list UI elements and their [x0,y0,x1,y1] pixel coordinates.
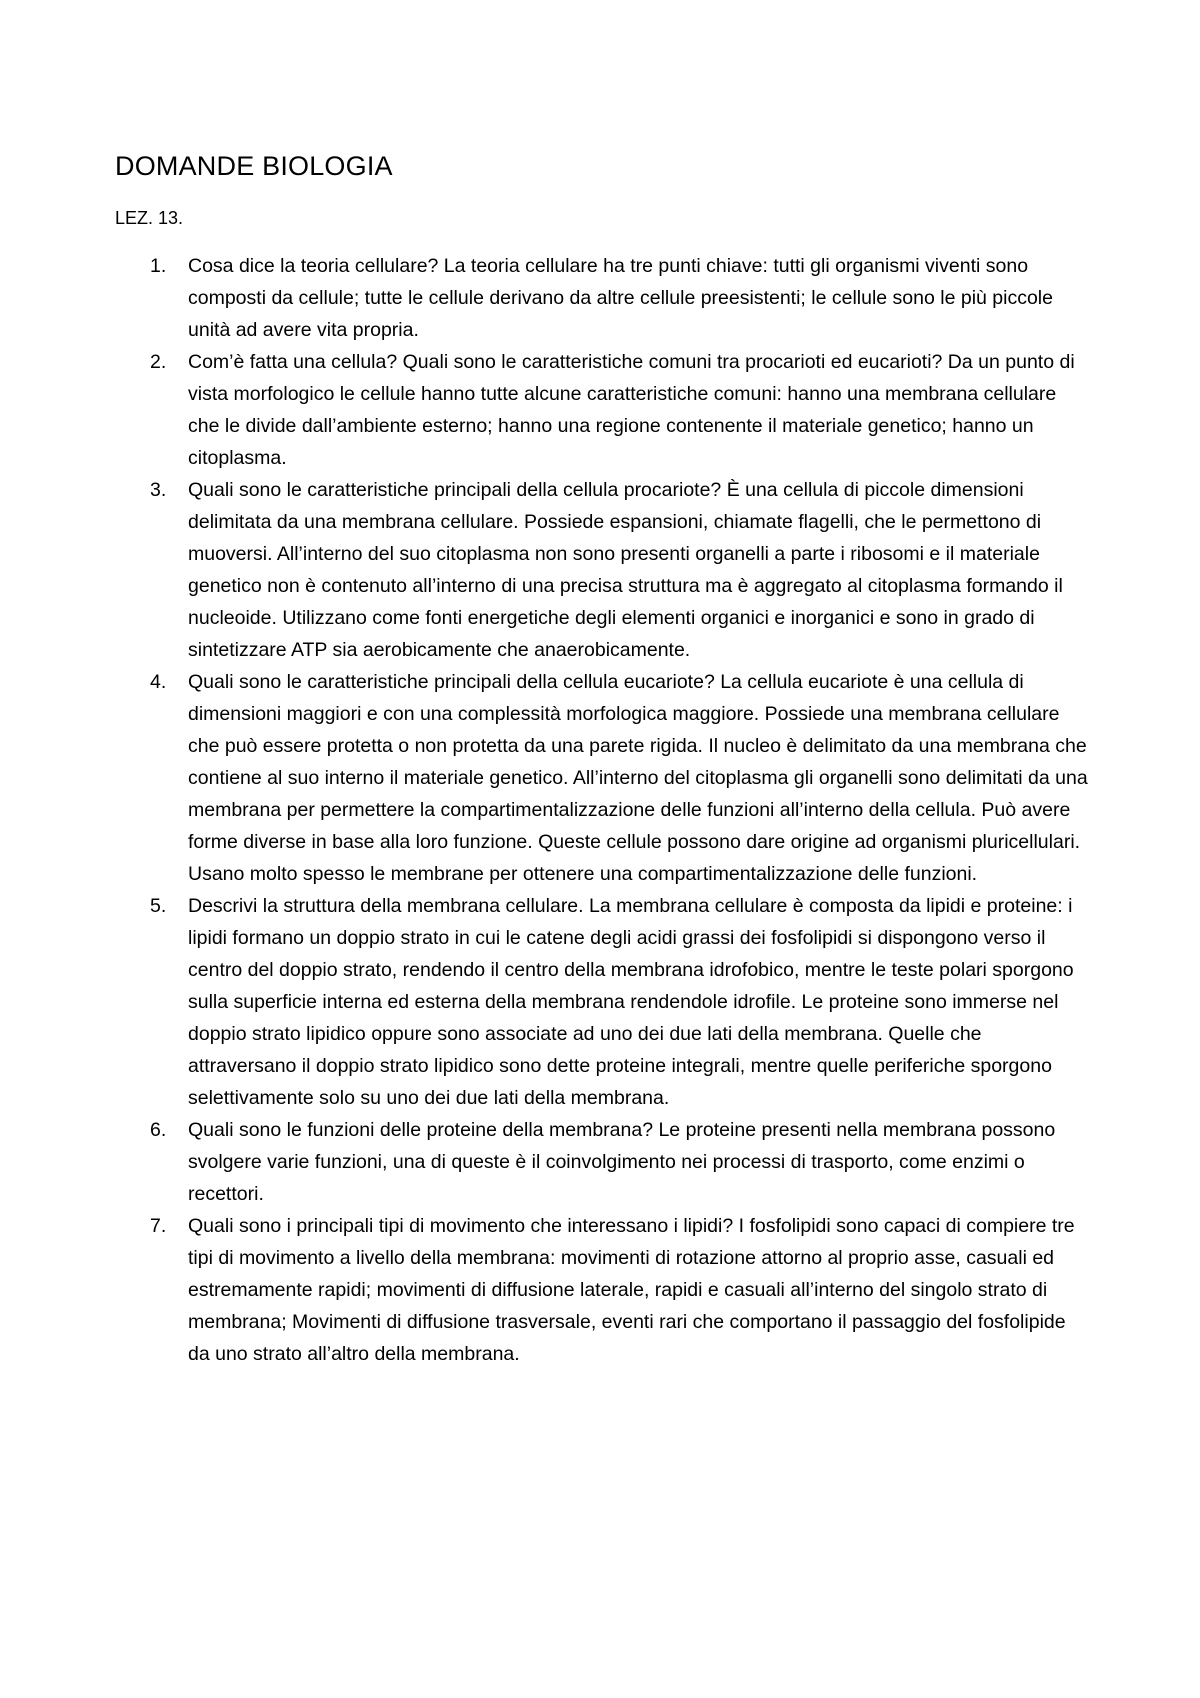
question-text: Quali sono le caratteristiche principali della cellula eucariote? La cellula eucariote è una cellula di dimensioni maggiori e con una complessità morfologica maggiore. Possiede una membrana cellulare che può essere protetta o non protetta da una parete rigida. Il nucleo è delimitato da una membrana che contiene al suo interno il materiale genetico. All’interno del citoplasma gli organelli sono delimitati da una membrana per permettere la compartimentalizzazione delle funzioni all’interno della cellula. Può avere forme diverse in base alla loro funzione. Queste cellule possono dare origine ad organismi pluricellulari. Usano molto spesso le membrane per ottenere una compartimentalizzazione delle funzioni. [188,671,1088,885]
question-text: Quali sono i principali tipi di movimento che interessano i lipidi? I fosfolipidi sono capaci di compiere tre tipi di movimento a livello della membrana: movimenti di rotazione attorno al proprio asse, casuali ed estremamente rapidi; movimenti di diffusione laterale, rapidi e casuali all’interno del singolo strato di membrana; Movimenti di diffusione trasversale, eventi rari che comportano il passaggio del fosfolipide da uno strato all’altro della membrana. [188,1215,1075,1365]
question-number: 5. [150,895,167,917]
document-title: DOMANDE BIOLOGIA [115,151,393,181]
question-text: Com’è fatta una cellula? Quali sono le caratteristiche comuni tra procarioti ed eucarioti? Da un punto di vista morfologico le cellule hanno tutte alcune caratteristiche comuni: hanno una membrana cellulare che le divide dall’ambiente esterno; hanno una regione contenente il materiale genetico; hanno un citoplasma. [188,351,1075,469]
question-number: 6. [150,1119,167,1141]
question-number: 4. [150,671,167,693]
question-item-1 [150,250,1090,346]
question-item-6 [150,1114,1090,1210]
question-item-5 [150,890,1090,1114]
question-item-7 [150,1210,1090,1370]
question-number: 3. [150,479,167,501]
lesson-label: LEZ. 13. [115,208,184,228]
question-text: Cosa dice la teoria cellulare? La teoria cellulare ha tre punti chiave: tutti gli organismi viventi sono composti da cellule; tutte le cellule derivano da altre cellule preesistenti; le cellule sono le più piccole unità ad avere vita propria. [188,255,1053,341]
question-item-4 [150,666,1090,890]
question-number: 2. [150,351,167,373]
question-item-2 [150,346,1090,474]
question-number: 1. [150,255,167,277]
question-number: 7. [150,1215,167,1237]
question-list [150,250,1090,1370]
question-text: Quali sono le caratteristiche principali della cellula procariote? È una cellula di piccole dimensioni delimitata da una membrana cellulare. Possiede espansioni, chiamate flagelli, che le permettono di muoversi. All’interno del suo citoplasma non sono presenti organelli a parte i ribosomi e il materiale genetico non è contenuto all’interno di una precisa struttura ma è aggregato al citoplasma formando il nucleoide. Utilizzano come fonti energetiche degli elementi organici e inorganici e sono in grado di sintetizzare ATP sia aerobicamente che anaerobicamente. [188,479,1063,661]
question-item-3 [150,474,1090,666]
question-text: Descrivi la struttura della membrana cellulare. La membrana cellulare è composta da lipidi e proteine: i lipidi formano un doppio strato in cui le catene degli acidi grassi dei fosfolipidi si dispongono verso il centro del doppio strato, rendendo il centro della membrana idrofobico, mentre le teste polari sporgono sulla superficie interna ed esterna della membrana rendendole idrofile. Le proteine sono immerse nel doppio strato lipidico oppure sono associate ad uno dei due lati della membrana. Quelle che attraversano il doppio strato lipidico sono dette proteine integrali, mentre quelle periferiche sporgono selettivamente solo su uno dei due lati della membrana. [188,895,1074,1109]
question-text: Quali sono le funzioni delle proteine della membrana? Le proteine presenti nella membrana possono svolgere varie funzioni, una di queste è il coinvolgimento nei processi di trasporto, come enzimi o recettori. [188,1119,1056,1205]
